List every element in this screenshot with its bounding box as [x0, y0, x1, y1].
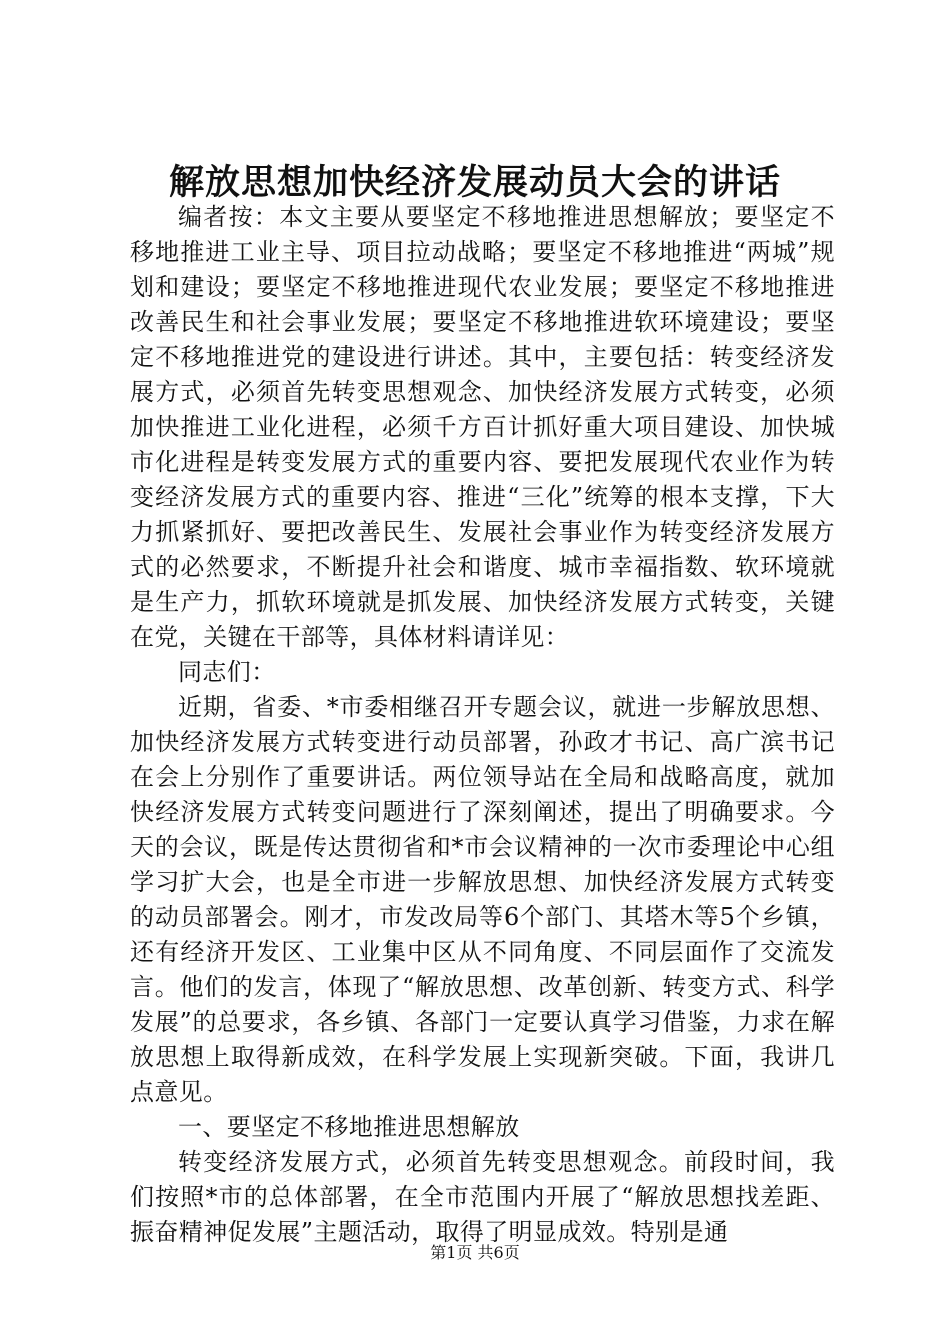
section-heading: 一、要坚定不移地推进思想解放: [178, 1113, 520, 1141]
body-paragraph: 转变经济发展方式，必须首先转变思想观念。前段时间，我们按照*市的总体部署，在全市范围内开展了“解放思想找差距、振奋精神促发展”主题活动，取得了明显成效。特别是通: [130, 1148, 835, 1246]
page-number-footer: 第1页 共6页: [430, 1243, 520, 1262]
editor-note-paragraph: 编者按：本文主要从要坚定不移地推进思想解放；要坚定不移地推进工业主导、项目拉动战略；要坚定不移地推进“两城”规划和建设；要坚定不移地推进现代农业发展；要坚定不移地推进改善民生和社会事业发展；要坚定不移地推进软环境建设；要坚定不移地推进党的建设进行讲述。其中，主要包括：转变经济发展方式，必须首先转变思想观念、加快经济发展方式转变，必须加快推进工业化进程，必须千方百计抓好重大项目建设、加快城市化进程是转变发展方式的重要内容、要把发展现代农业作为转变经济发展方式的重要内容、推进“三化”统筹的根本支撑，下大力抓紧抓好、要把改善民生、发展社会事业作为转变经济发展方式的必然要求，不断提升社会和谐度、城市幸福指数、软环境就是生产力，抓软环境就是抓发展、加快经济发展方式转变，关键在党，关键在干部等，具体材料请详见：: [130, 203, 835, 651]
salutation-paragraph: 同志们：: [178, 658, 276, 686]
document-title: 解放思想加快经济发展动员大会的讲话: [168, 162, 781, 203]
body-paragraph: 近期，省委、*市委相继召开专题会议，就进一步解放思想、加快经济发展方式转变进行动员部署，孙政才书记、高广滨书记在会上分别作了重要讲话。两位领导站在全局和战略高度，就加快经济发展方式转变问题进行了深刻阐述，提出了明确要求。今天的会议，既是传达贯彻省和*市会议精神的一次市委理论中心组学习扩大会，也是全市进一步解放思想、加快经济发展方式转变的动员部署会。刚才，市发改局等6个部门、其塔木等5个乡镇，还有经济开发区、工业集中区从不同角度、不同层面作了交流发言。他们的发言，体现了“解放思想、改革创新、转变方式、科学发展”的总要求，各乡镇、各部门一定要认真学习借鉴，力求在解放思想上取得新成效，在科学发展上实现新突破。下面，我讲几点意见。: [130, 693, 835, 1106]
document-body: [130, 200, 835, 1250]
